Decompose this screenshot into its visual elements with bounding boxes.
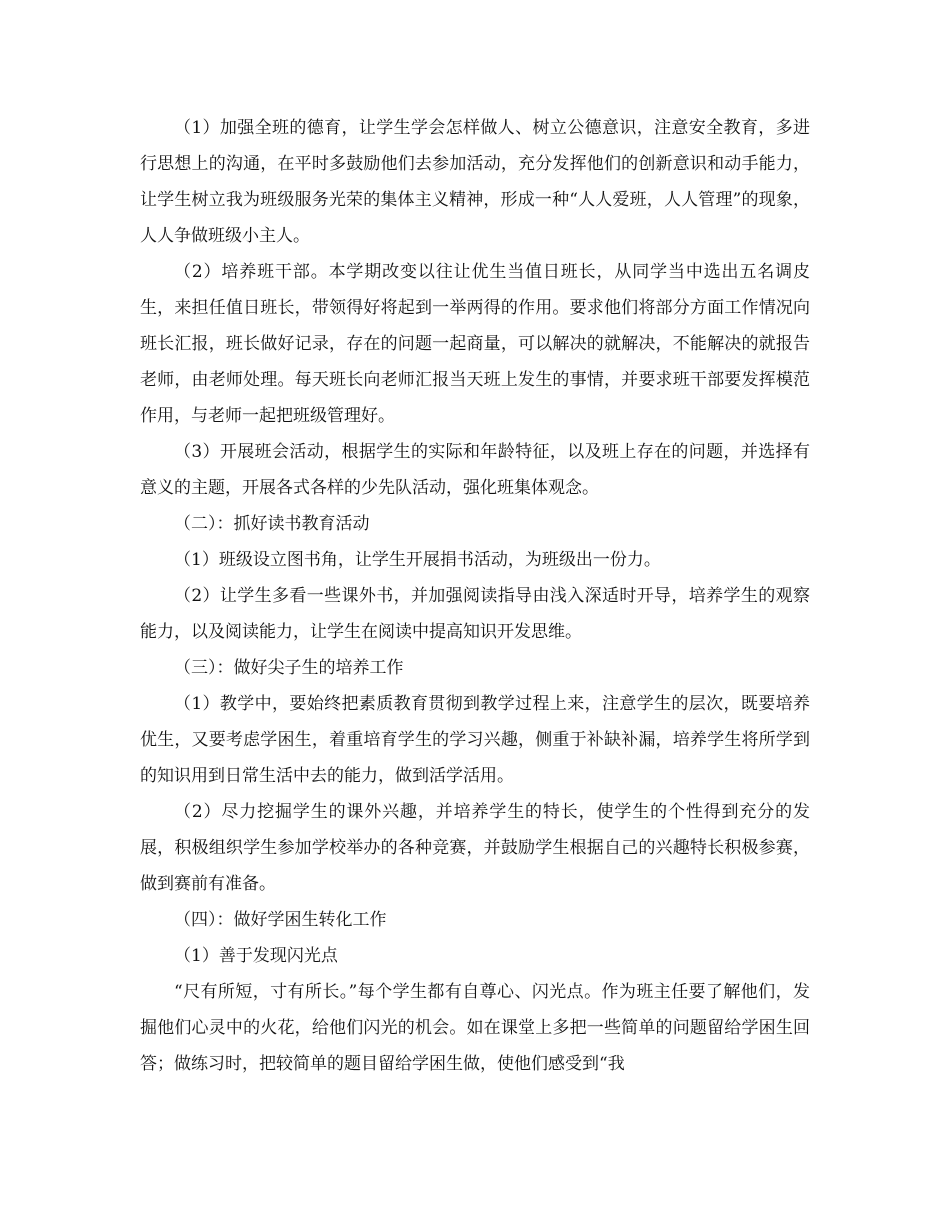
section-heading-4: （四）：做好学困生转化工作	[174, 910, 387, 930]
paragraph-8: （1）教学中，要始终把素质教育贯彻到教学过程上来，注意学生的层次，既要培养优生，又要考虑学困生，着重培育学生的学习兴趣，侧重于补缺补漏，培养学生将所学到的知识用到日常生活中去的能力，做到活学活用。	[140, 694, 810, 786]
paragraph-9: （2）尽力挖掘学生的课外兴趣，并培养学生的特长，使学生的个性得到充分的发展，积极组织学生参加学校举办的各种竞赛，并鼓励学生根据自己的兴趣特长积极参赛，做到赛前有准备。	[140, 802, 810, 894]
paragraph-2: （2）培养班干部。本学期改变以往让优生当值日班长，从同学当中选出五名调皮生，来担任值日班长，带领得好将起到一举两得的作用。要求他们将部分方面工作情况向班长汇报，班长做好记录，存在的问题一起商量，可以解决的就解决，不能解决的就报告老师，由老师处理。每天班长向老师汇报当天班上发生的事情，并要求班干部要发挥模范作用，与老师一起把班级管理好。	[140, 262, 810, 426]
paragraph-11: （1）善于发现闪光点	[174, 946, 338, 966]
paragraph-5: （1）班级设立图书角，让学生开展捐书活动，为班级出一份力。	[174, 550, 661, 570]
document-body	[140, 110, 810, 1082]
section-heading-2: （二）：抓好读书教育活动	[174, 514, 370, 534]
paragraph-6: （2）让学生多看一些课外书，并加强阅读指导由浅入深适时开导，培养学生的观察能力，以及阅读能力，让学生在阅读中提高知识开发思维。	[140, 586, 810, 642]
paragraph-3: （3）开展班会活动，根据学生的实际和年龄特征，以及班上存在的问题，并选择有意义的主题，开展各式各样的少先队活动，强化班集体观念。	[140, 442, 810, 498]
paragraph-12: “尺有所短，寸有所长。”每个学生都有自尊心、闪光点。作为班主任要了解他们，发掘他们心灵中的火花，给他们闪光的机会。如在课堂上多把一些简单的问题留给学困生回答；做练习时，把较简单的题目留给学困生做，使他们感受到“我	[140, 982, 810, 1074]
section-heading-3: （三）：做好尖子生的培养工作	[174, 658, 404, 678]
paragraph-1: （1）加强全班的德育，让学生学会怎样做人、树立公德意识，注意安全教育，多进行思想上的沟通，在平时多鼓励他们去参加活动，充分发挥他们的创新意识和动手能力，让学生树立我为班级服务光荣的集体主义精神，形成一种“人人爱班，人人管理”的现象，人人争做班级小主人。	[140, 118, 810, 246]
